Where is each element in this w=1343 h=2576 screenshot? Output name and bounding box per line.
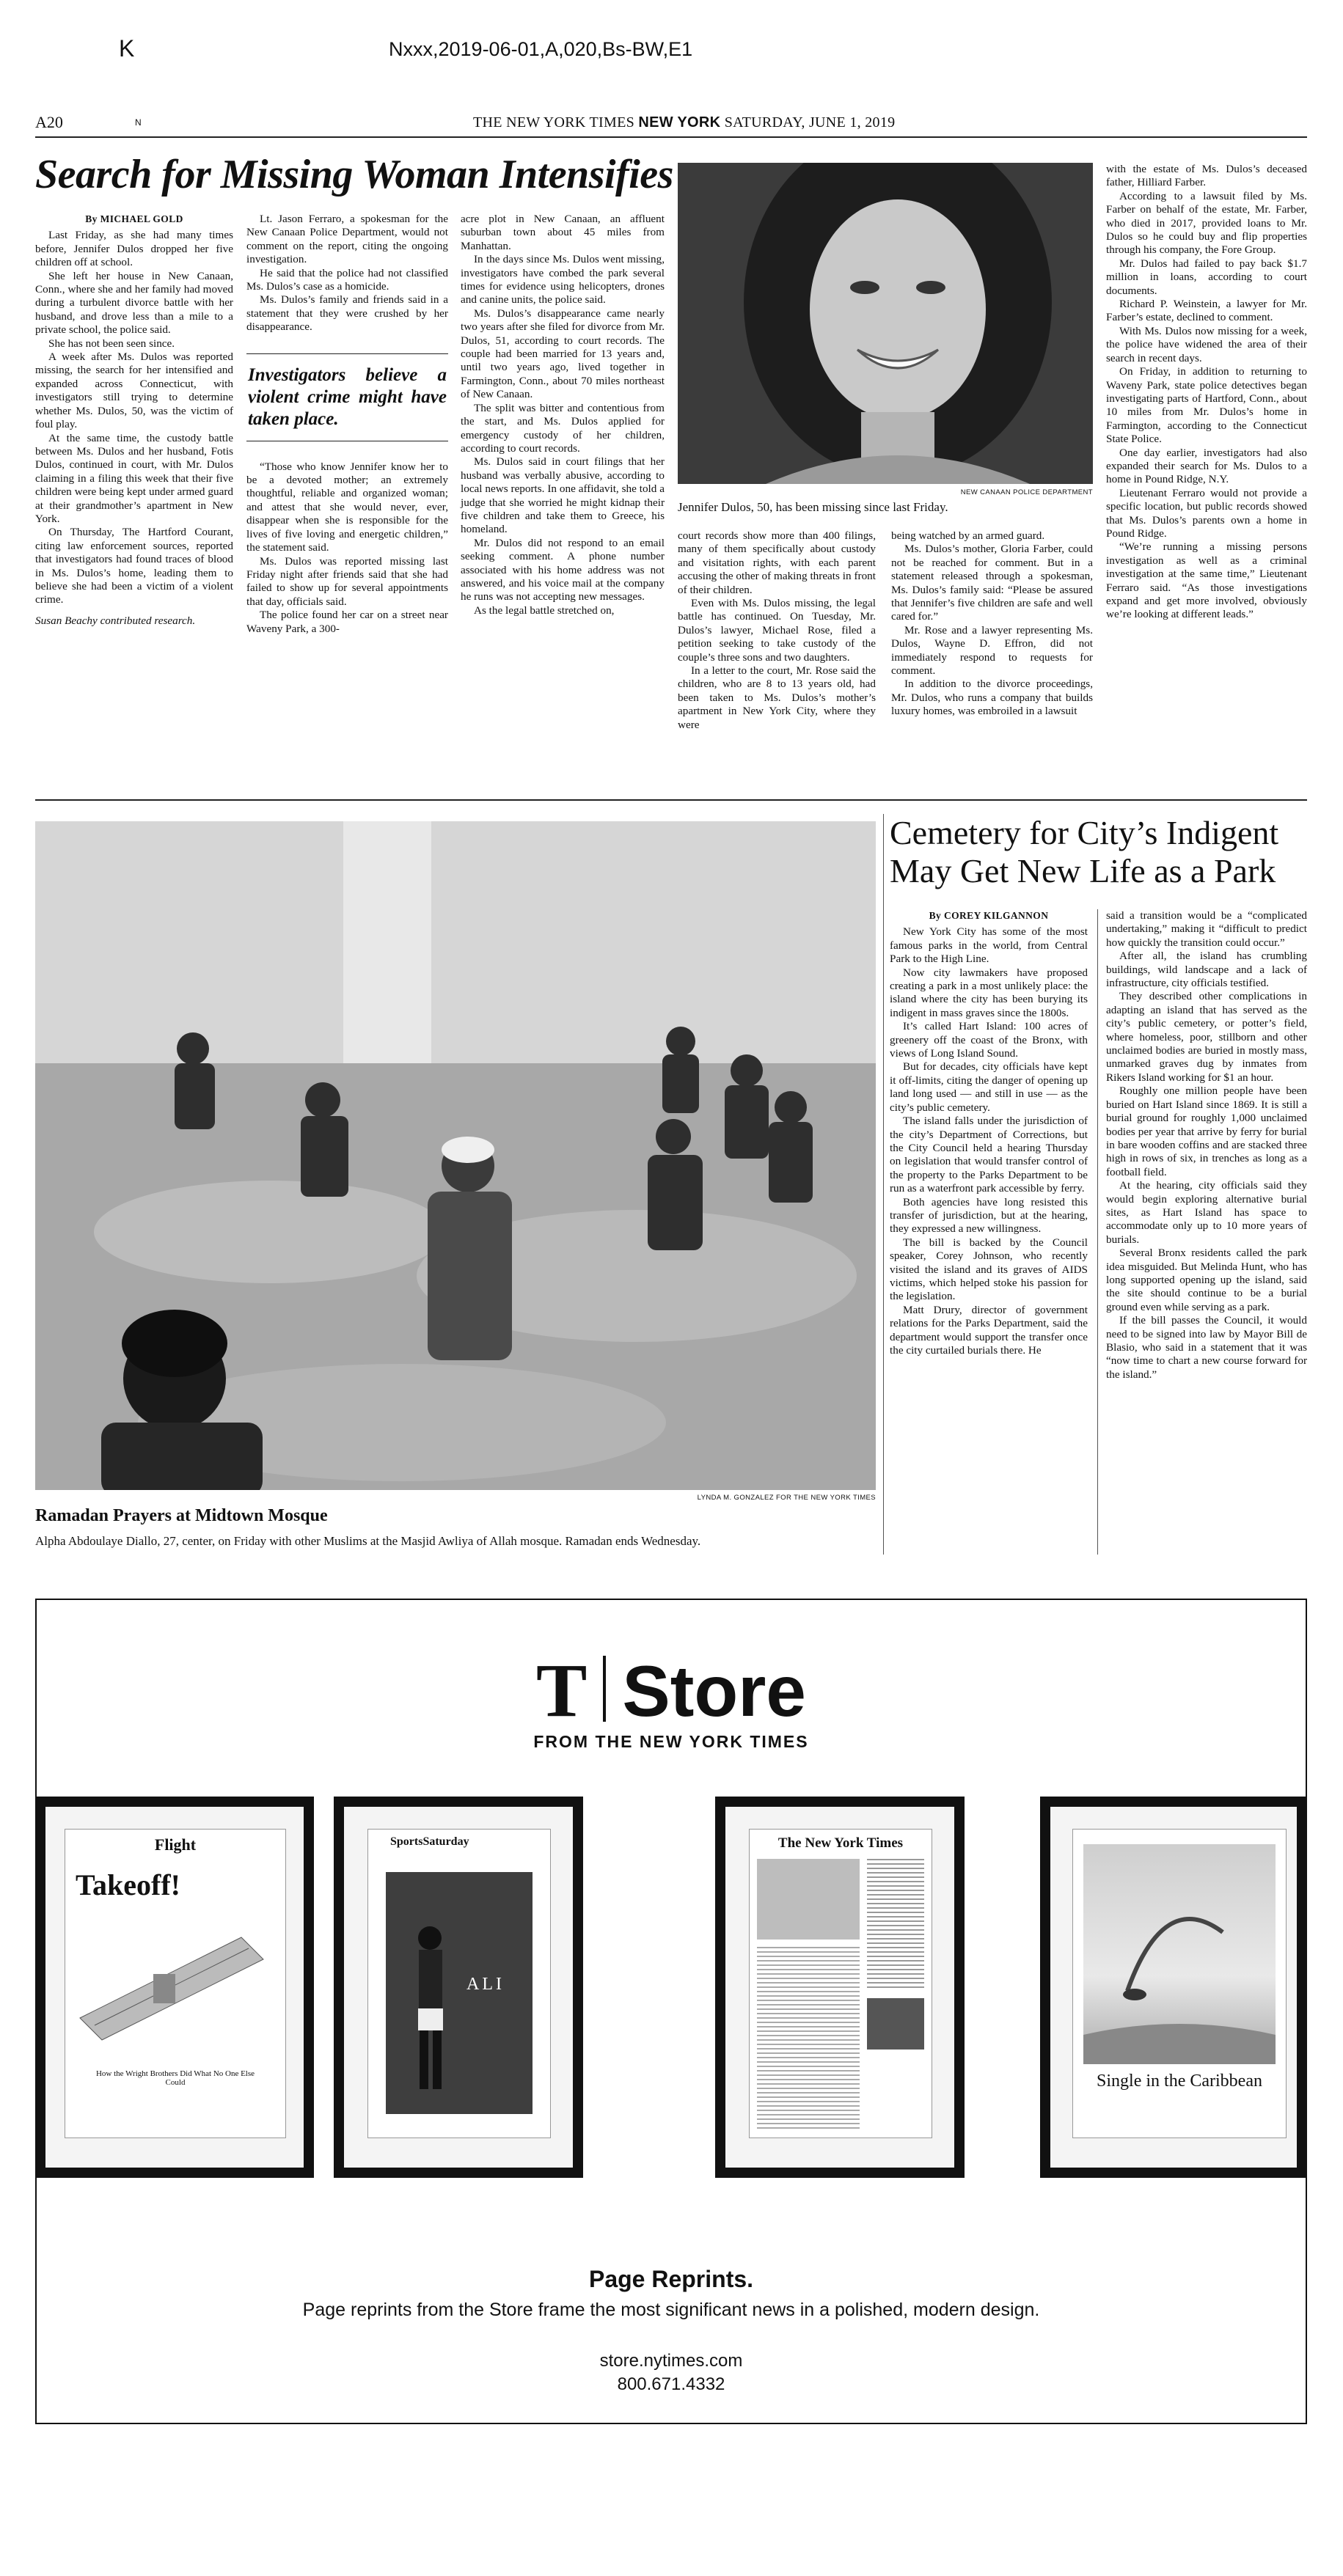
paragraph: As the legal battle stretched on, xyxy=(474,603,615,617)
paragraph: “We’re running a missing persons investigation as well as a criminal investigation at the same time,” Lieutenant Ferraro said. “As those investigations expand and get more involved, obviously we’re looking at different leads.” xyxy=(1106,540,1307,621)
paragraph: But for decades, city officials have kept it off-limits, citing the danger of opening up land long used — and still in use — as the city’s public cemetery. xyxy=(890,1060,1088,1114)
portrait-photo-credit: NEW CANAAN POLICE DEPARTMENT xyxy=(960,488,1093,496)
paragraph: On Friday, in addition to returning to Waveny Park, state police detectives began investigating parts of Hartford, Conn., about 10 miles from Mr. Dulos’s home in Farmington, according to the Connecticut State Police. xyxy=(1106,365,1307,446)
paragraph: In a letter to the court, Mr. Rose said the children, who are 8 to 13 years old, had been taken to Ms. Dulos’s mother’s apartment in New York City, where they were xyxy=(678,664,876,731)
column-divider xyxy=(883,814,884,1555)
ad-phone[interactable]: 800.671.4332 xyxy=(617,2374,725,2394)
paragraph: Now city lawmakers have proposed creating a park in a most unlikely place: the island where the city has been burying its indigent in mass graves since the 1800s. xyxy=(890,966,1088,1019)
story1-column-4 xyxy=(678,529,876,732)
paragraph: Ms. Dulos’s disappearance came nearly two years after she filed for divorce from Mr. Dulos, 51, according to court records. The couple had been married for 13 years and, until two years ago, lived together in Farmington, Conn., about 70 miles northeast of New Canaan. xyxy=(461,307,665,401)
paragraph: said a transition would be a “complicated undertaking,” making it “difficult to predict how quickly the transition could occur.” xyxy=(1106,909,1307,949)
print-page xyxy=(749,1829,932,2138)
pull-quote: Investigators believe a violent crime might have taken place. xyxy=(248,364,447,429)
story2-column-2 xyxy=(1106,909,1307,1381)
paragraph: with the estate of Ms. Dulos’s deceased father, Hilliard Farber. xyxy=(1106,163,1307,189)
paragraph: One day earlier, investigators had also expanded their search for Ms. Dulos to a home in Pound Ridge, N.Y. xyxy=(1106,446,1307,486)
story1-column-1 xyxy=(35,213,233,628)
paragraph: New York City has some of the most famous parks in the world, from Central Park to the High Line. xyxy=(890,925,1088,966)
paragraph: On Thursday, The Hartford Courant, citing law enforcement sources, reported that investigators had found traces of blood in Ms. Dulos’s home, leading them to believe she had been a victim of a violent crime. xyxy=(35,526,233,606)
boxer-photo xyxy=(386,1872,533,2114)
framed-print-4[interactable] xyxy=(1040,1797,1307,2178)
paragraph: Roughly one million people have been buried on Hart Island since 1869. It is still a burial ground for roughly 1,000 unclaimed bodies per year that arrive by ferry for burial in bare wooden coffins and are stacked three high in rows of six, in trenches as long as a football field. xyxy=(1106,1085,1307,1178)
store-advertisement[interactable] xyxy=(35,1599,1307,2424)
print-text-block xyxy=(757,1947,860,2130)
paragraph: Last Friday, as she had many times before, Jennifer Dulos dropped her five children off at school. xyxy=(35,229,233,269)
story1-column-5 xyxy=(891,529,1093,719)
print-headline: Single in the Caribbean xyxy=(1097,2072,1262,2091)
mosque-caption: Alpha Abdoulaye Diallo, 27, center, on Friday with other Muslims at the Masjid Awliya of Allah mosque. Ramadan ends Wednesday. xyxy=(35,1534,701,1548)
paragraph: In the days since Ms. Dulos went missing, investigators have combed the park several times for evidence using helicopters, drones and canine units, the police said. xyxy=(461,253,665,307)
paragraph: In addition to the divorce proceedings, Mr. Dulos, who runs a company that builds luxury homes, was embroiled in a lawsuit xyxy=(891,678,1093,718)
paragraph: Ms. Dulos’s mother, Gloria Farber, could not be reached for comment. But in a statement released through a spokesman, Ms. Dulos’s family said: “Please be assured that Jennifer’s five children are safe and well cared for.” xyxy=(891,543,1093,623)
folio-rule xyxy=(35,136,1307,138)
paragraph: It’s called Hart Island: 100 acres of greenery off the coast of the Bronx, with views of Long Island Sound. xyxy=(890,1020,1088,1060)
print-text-block xyxy=(867,1859,924,1991)
pull-quote-box xyxy=(246,353,448,441)
paragraph: The island falls under the jurisdiction of the city’s Department of Corrections, but the City Council held a hearing Thursday on legislation that would transfer control of the property to the Parks Department to be run as a waterfront park accessible by ferry. xyxy=(890,1115,1088,1195)
column-divider xyxy=(1097,909,1098,1555)
print-headline: Takeoff! xyxy=(76,1868,180,1901)
store-logo xyxy=(37,1647,1306,1734)
paragraph: They described other complications in adapting an island that has served as the city’s public cemetery, or potter’s field, where homeless, poor, stillborn and other unclaimed bodies are buried in mostly mass, unmarked graves dug by inmates from Rikers Island working for $1 an hour. xyxy=(1106,990,1307,1084)
corner-mark: K xyxy=(119,35,135,62)
framed-print-1[interactable] xyxy=(35,1797,314,2178)
diver-illustration xyxy=(1083,1844,1276,2064)
paragraph: After all, the island has crumbling buildings, wild landscape and a lack of infrastructure, city officials testified. xyxy=(1106,950,1307,990)
print-masthead: SportsSaturday xyxy=(390,1835,469,1848)
paragraph: Mr. Dulos did not respond to an email seeking comment. A phone number associated with his home address was not answered, and his voice mail at the company he runs was not accepting new messages. xyxy=(461,536,665,603)
paragraph: The police found her car on a street near Waveny Park, a 300- xyxy=(246,609,448,635)
story1-column-2 xyxy=(246,213,448,636)
folio-date: SATURDAY, JUNE 1, 2019 xyxy=(724,114,896,131)
portrait-illustration xyxy=(678,163,1093,484)
store-wordmark: Store xyxy=(622,1651,806,1731)
paragraph: Ms. Dulos’s family and friends said in a statement that they were crushed by her disappearance. xyxy=(246,293,448,334)
print-masthead: The New York Times xyxy=(777,1835,904,1851)
mosque-illustration xyxy=(35,821,876,1490)
print-page xyxy=(1072,1829,1287,2138)
page-number: A20 xyxy=(35,113,63,131)
paragraph: Even with Ms. Dulos missing, the legal battle has continued. On Tuesday, Mr. Dulos’s lawyer, Michael Rose, filed a petition seeking to take custody of the couple’s three sons and two daughters. xyxy=(678,597,876,664)
paragraph: She has not been seen since. xyxy=(48,337,175,350)
ad-url-link[interactable]: store.nytimes.com xyxy=(599,2351,743,2371)
story1-headline: Search for Missing Woman Intensifies xyxy=(35,152,673,197)
framed-print-2[interactable] xyxy=(334,1797,583,2178)
paragraph: Lieutenant Ferraro would not provide a specific location, but public records showed that Ms. Dulos’s parents own a home in Pound Ridge. xyxy=(1106,486,1307,540)
story2-byline: By COREY KILGANNON xyxy=(929,910,1049,921)
paragraph: Matt Drury, director of government relations for the Parks Department, said the department would support the transfer once the city curtailed burials there. He xyxy=(890,1303,1088,1357)
paragraph: court records show more than 400 filings, many of them specifically about custody and visitation rights, with each parent accusing the other of making threats in front of their children. xyxy=(678,529,876,596)
paragraph: Mr. Dulos had failed to pay back $1.7 million in loans, according to court documents. xyxy=(1106,257,1307,297)
story2-headline: Cemetery for City’s Indigent May Get New Life as a Park xyxy=(890,814,1279,889)
paragraph: A week after Ms. Dulos was reported missing, the search for her intensified and expanded across Connecticut, with investigators still trying to determine whether Ms. Dulos, 50, was the victim of foul play. xyxy=(35,351,233,431)
framed-print-3[interactable] xyxy=(715,1797,965,2178)
print-page xyxy=(65,1829,286,2138)
paragraph: The bill is backed by the Council speaker, Corey Johnson, who recently visited the island and its graves of AIDS victims, which helped stoke his passion for the legislation. xyxy=(890,1236,1088,1303)
paragraph: Several Bronx residents called the park idea misguided. But Melinda Hunt, who has long supported opening up the island, said the site should continue to be a burial ground even while serving as a park. xyxy=(1106,1247,1307,1313)
paragraph: The split was bitter and contentious from the start, and Ms. Dulos applied for emergency custody of her children, according to court records. xyxy=(461,401,665,455)
portrait-caption: Jennifer Dulos, 50, has been missing since last Friday. xyxy=(678,500,948,514)
print-photo xyxy=(867,1998,924,2050)
print-deck: How the Wright Brothers Did What No One Else Could xyxy=(95,2069,255,2087)
t-logo-icon: T xyxy=(536,1648,588,1733)
paragraph: Ms. Dulos said in court filings that her husband was verbally abusive, according to local news reports. In one affidavit, she told a judge that she worried he might kidnap their five children and take them to Greece, his homeland. xyxy=(461,455,665,536)
story2-column-1 xyxy=(890,909,1088,1357)
diving-photo xyxy=(1083,1844,1276,2064)
edition-mark: N xyxy=(135,117,142,128)
story1-column-6 xyxy=(1106,163,1307,622)
store-tagline: FROM THE NEW YORK TIMES xyxy=(533,1732,809,1751)
print-masthead: Flight xyxy=(154,1835,197,1854)
print-headline: ALI xyxy=(466,1975,505,1994)
paper-name: THE NEW YORK TIMES xyxy=(473,114,635,131)
paragraph: According to a lawsuit filed by Ms. Farber on behalf of the estate, Mr. Farber, who died in 2017, provided loans to Mr. Dulos so he could buy and flip properties through his company, the Fore Group. xyxy=(1106,189,1307,257)
paragraph: Lt. Jason Ferraro, a spokesman for the New Canaan Police Department, would not comment on the report, citing the ongoing investigation. xyxy=(246,213,448,266)
mosque-photo-credit: LYNDA M. GONZALEZ FOR THE NEW YORK TIMES xyxy=(697,1494,876,1502)
boxer-illustration xyxy=(386,1872,533,2114)
paragraph: At the hearing, city officials said they would begin exploring alternative burial sites, as Hart Island has space to accommodate only up to 10 more years of burials. xyxy=(1106,1179,1307,1246)
paragraph: With Ms. Dulos now missing for a week, the police have widened the area of their search in recent days. xyxy=(1106,324,1307,364)
paragraph: being watched by an armed guard. xyxy=(891,529,1045,542)
print-photo xyxy=(757,1859,860,1940)
paragraph: She left her house in New Canaan, Conn., where she and her family had moved during a turbulent divorce battle with her husband, and drove less than a mile to a private school, the police said. xyxy=(35,269,233,337)
paragraph: If the bill passes the Council, it would need to be signed into law by Mayor Bill de Blasio, who said in a statement that it was “now time to chart a new course forward for the island.” xyxy=(1106,1314,1307,1381)
logo-divider xyxy=(603,1656,606,1722)
story1-byline: By MICHAEL GOLD xyxy=(85,213,183,224)
mosque-photo xyxy=(35,821,876,1490)
paragraph: “Those who know Jennifer know her to be a devoted mother; an extremely thoughtful, reliable and organized woman; and attest that she would never, ever, disappear when she is responsible for the lives of five loving and energetic children,” the statement said. xyxy=(246,460,448,554)
paragraph: Both agencies have long resisted this transfer of jurisdiction, but at the hearing, they expressed a new willingness. xyxy=(890,1195,1088,1236)
story1-column-3 xyxy=(461,213,665,617)
paragraph: Richard P. Weinstein, a lawyer for Mr. Farber’s estate, declined to comment. xyxy=(1106,298,1307,324)
paragraph: At the same time, the custody battle between Ms. Dulos and her husband, Fotis Dulos, continued in court, with Mr. Dulos claiming in a filing this week that their five children were being kept under armed guard at their grandmother’s apartment in New York. xyxy=(35,431,233,525)
paragraph: Ms. Dulos was reported missing last Friday night after friends said that she had failed to show up for several appointments that day, officials said. xyxy=(246,554,448,608)
contributor-credit: Susan Beachy contributed research. xyxy=(35,614,196,627)
ad-title: Page Reprints. xyxy=(588,2266,754,2292)
airplane-illustration xyxy=(65,1908,285,2069)
paragraph: Mr. Rose and a lawyer representing Ms. Dulos, Wayne D. Effron, did not immediately respond to requests for comment. xyxy=(891,623,1093,678)
ad-subtitle: Page reprints from the Store frame the most significant news in a polished, modern design. xyxy=(302,2300,1040,2320)
portrait-photo xyxy=(678,163,1093,484)
print-page xyxy=(367,1829,551,2138)
plate-slug: Nxxx,2019-06-01,A,020,Bs-BW,E1 xyxy=(389,38,693,60)
mosque-caption-headline: Ramadan Prayers at Midtown Mosque xyxy=(35,1506,328,1525)
folio-line xyxy=(473,114,895,131)
paragraph: He said that the police had not classified Ms. Dulos’s case as a homicide. xyxy=(246,266,448,293)
paragraph: acre plot in New Canaan, an affluent suburban town about 45 miles from Manhattan. xyxy=(461,213,665,252)
section-name: NEW YORK xyxy=(638,114,721,131)
section-rule xyxy=(35,799,1307,801)
